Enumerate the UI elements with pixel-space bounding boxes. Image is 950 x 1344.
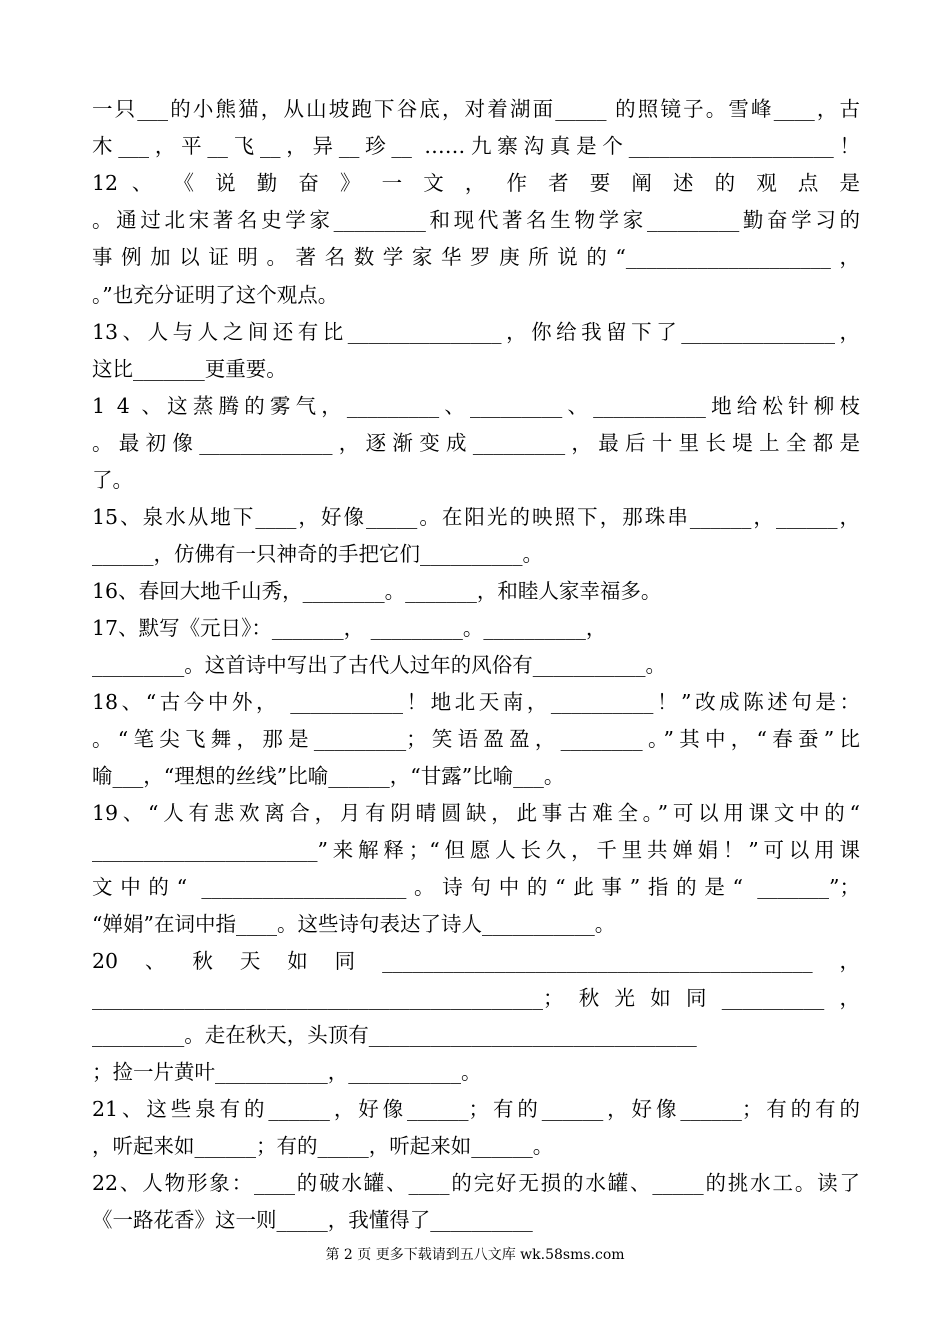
text-line: 。”也充分证明了这个观点。: [92, 283, 339, 307]
text-line: ______，仿佛有一只神奇的手把它们__________。: [92, 542, 543, 566]
text-line: 这比_______更重要。: [92, 357, 287, 381]
text-line: 。“笔尖飞舞，那是_________；笑语盈盈，________。”其中，“春蚕”比: [92, 727, 860, 751]
text-line: ，听起来如______；有的_____，听起来如______。: [92, 1134, 554, 1158]
text-line: 17、默写《元日》：_______， _________。__________，: [92, 616, 607, 640]
text-line: 。最初像_____________，逐渐变成_________，最后十里长堤上全都是: [92, 431, 860, 455]
text-line: 21、这些泉有的______，好像______；有的______，好像______；有的有的: [92, 1097, 860, 1121]
text-line: ______________________”来解释；“但愿人长久，千里共婵娟！”可以用课: [92, 838, 860, 862]
text-line: 1 4 、这蒸腾的雾气，_________、_________、___________地给松针柳枝: [92, 394, 860, 418]
text-line: 喻___，“理想的丝线”比喻______，“甘露”比喻___。: [92, 764, 565, 788]
text-line: ；捡一片黄叶___________，___________。: [92, 1060, 482, 1084]
text-line: 16、春回大地千山秀，________。_______，和睦人家幸福多。: [92, 579, 662, 603]
text-line: ____________________________________________；秋光如同__________，: [92, 986, 860, 1010]
page-footer: 第 2 页 更多下载请到五八文库 wk.58sms.com: [325, 1247, 625, 1263]
text-line: 20、秋天如同__________________________________________，: [92, 949, 860, 973]
text-line: 木___，平__飞__，异__珍__ ……九寨沟真是个____________________！: [92, 134, 860, 158]
text-line: 一只___的小熊猫，从山坡跑下谷底，对着湖面_____ 的照镜子。雪峰____，古: [92, 97, 860, 121]
text-line: 15、泉水从地下____，好像_____。在阳光的映照下，那珠串______，______，: [92, 505, 860, 529]
text-line: 了。: [92, 468, 133, 492]
text-line: 事例加以证明。著名数学家华罗庚所说的“____________________，: [92, 245, 860, 269]
text-line: _________。走在秋天，头顶有________________________________: [92, 1023, 697, 1047]
text-line: “婵娟”在词中指____。这些诗句表达了诗人___________。: [92, 912, 616, 936]
text-line: 19、“人有悲欢离合，月有阴晴圆缺，此事古难全。”可以用课文中的“: [92, 801, 860, 825]
text-line: 文中的“ ____________________。诗句中的“此事”指的是“ _______”；: [92, 875, 860, 899]
text-line: 13、人与人之间还有比_______________，你给我留下了_______________，: [92, 320, 860, 344]
text-line: 18、“古今中外， ___________！地北天南，__________！”改成陈述句是：: [92, 690, 860, 714]
text-line: 。通过北宋著名史学家_________和现代著名生物学家_________勤奋学习的: [92, 208, 860, 232]
text-line: _________。这首诗中写出了古代人过年的风俗有___________。: [92, 653, 666, 677]
text-line: 《一路花香》这一则_____，我懂得了__________: [92, 1208, 533, 1232]
text-line: 12 、 《 说 勤 奋 》 一 文 ， 作 者 要 阐 述 的 观 点 是: [92, 171, 860, 195]
text-line: 22、人物形象：____的破水罐、____的完好无损的水罐、_____的挑水工。读了: [92, 1171, 860, 1195]
